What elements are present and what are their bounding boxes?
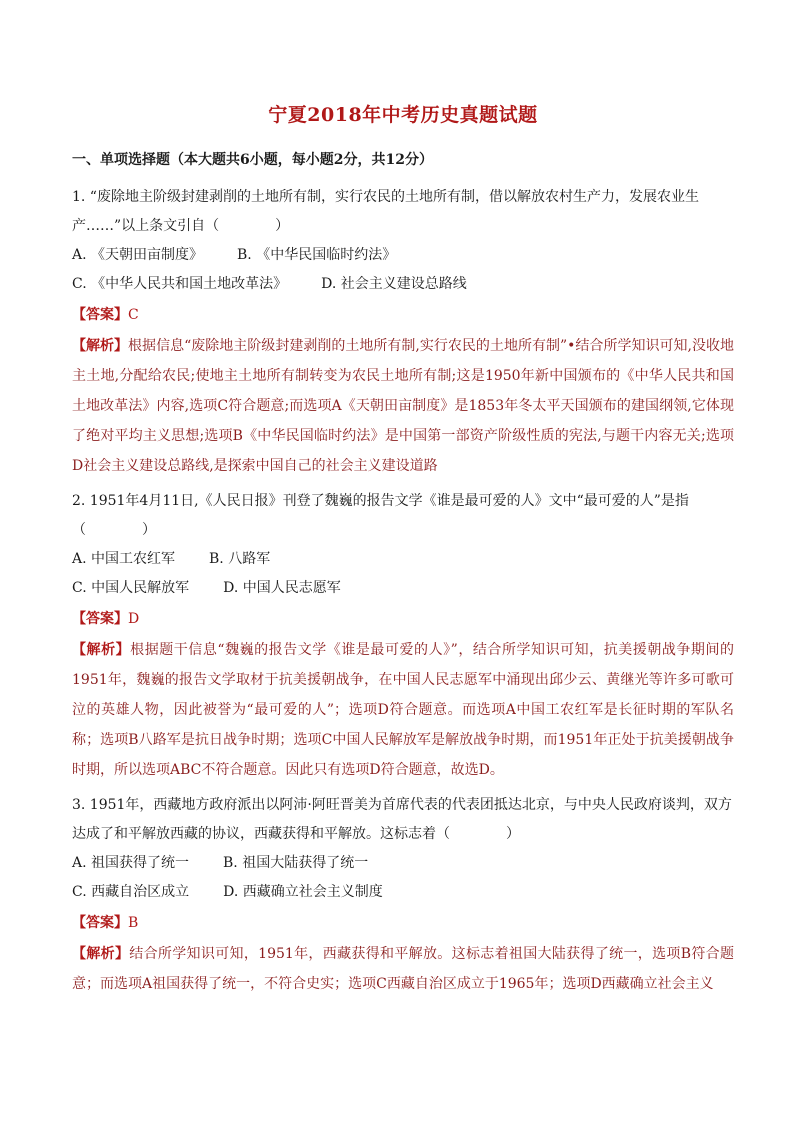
analysis-block xyxy=(72,635,734,785)
answer-tag: 【答案】 xyxy=(72,915,128,931)
option-b: B. 祖国大陆获得了统一 xyxy=(223,855,369,871)
question-stem: 1. “废除地主阶级封建剥削的土地所有制，实行农民的土地所有制，借以解放农村生产力，发展农业生产……”以上条文引自（ ） xyxy=(72,189,699,234)
question-1 xyxy=(72,183,734,481)
option-d: D. 中国人民志愿军 xyxy=(223,580,341,596)
option-a: A. 祖国获得了统一 xyxy=(72,855,190,871)
option-d: D. 西藏确立社会主义制度 xyxy=(223,884,383,900)
option-c: C. 《中华人民共和国土地改革法》 xyxy=(72,276,288,292)
option-a: A. 中国工农红军 xyxy=(72,551,176,567)
option-d: D. 社会主义建设总路线 xyxy=(321,276,467,292)
option-b: B. 《中华民国临时约法》 xyxy=(237,247,397,263)
question-stem: 2. 1951年4月11日,《人民日报》刊登了魏巍的报告文学《谁是最可爱的人》文中“最可爱的人”是指（ ） xyxy=(72,493,689,538)
section-heading: 一、单项选择题（本大题共6小题，每小题2分，共12分） xyxy=(72,152,433,168)
answer-value: C xyxy=(128,307,139,323)
option-b: B. 八路军 xyxy=(209,551,271,567)
answer-value: D xyxy=(128,611,140,627)
analysis-tag: 【解析】 xyxy=(72,946,130,962)
option-a: A. 《天朝田亩制度》 xyxy=(72,247,204,263)
options-row xyxy=(72,270,734,299)
options-row xyxy=(72,545,734,574)
answer-line xyxy=(72,907,734,939)
question-stem: 3. 1951年，西藏地方政府派出以阿沛·阿旺晋美为首席代表的代表团抵达北京，与中央人民政府谈判，双方达成了和平解放西藏的协议，西藏获得和平解放。这标志着（ ） xyxy=(72,797,732,842)
answer-value: B xyxy=(128,915,139,931)
option-c: C. 中国人民解放军 xyxy=(72,580,190,596)
options-row xyxy=(72,241,734,270)
answer-line xyxy=(72,299,734,331)
option-c: C. 西藏自治区成立 xyxy=(72,884,190,900)
options-row xyxy=(72,849,734,878)
answer-line xyxy=(72,603,734,635)
options-row xyxy=(72,574,734,603)
page-title: 宁夏2018年中考历史真题试题 xyxy=(268,104,538,126)
analysis-block xyxy=(72,939,734,999)
analysis-text: 根据题干信息“魏巍的报告文学《谁是最可爱的人》”，结合所学知识可知，抗美援朝战争期间的1951年，魏巍的报告文学取材于抗美援朝战争，在中国人民志愿军中涌现出邱少云、黄继光等许多可歌可泣的英雄人物，因此被誉为“最可爱的人”；选项D符合题意。而选项A中国工农红军是长征时期的军队名称；选项B八路军是抗日战争时期；选项C中国人民解放军是解放战争时期，而1951年正处于抗美援朝战争时期，所以选项ABC不符合题意。因此只有选项D符合题意，故选D。 xyxy=(72,642,735,778)
question-3 xyxy=(72,791,734,999)
analysis-text: 根据信息“废除地主阶级封建剥削的土地所有制,实行农民的土地所有制”•结合所学知识可知,没收地主土地,分配给农民;使地主土地所有制转变为农民土地所有制;这是1950年新中国颁布的《中华人民共和国土地改革法》内容,选项C符合题意;而选项A《天朝田亩制度》是1853年冬太平天国颁布的建国纲领,它体现了绝对平均主义思想;选项B《中华民国临时约法》是中国第一部资产阶级性质的宪法,与题干内容无关;选项D社会主义建设总路线,是探索中国自己的社会主义建设道路 xyxy=(72,338,734,474)
answer-tag: 【答案】 xyxy=(72,307,128,323)
analysis-tag: 【解析】 xyxy=(72,642,131,658)
analysis-block xyxy=(72,331,734,481)
options-row xyxy=(72,878,734,907)
question-2 xyxy=(72,487,734,785)
answer-tag: 【答案】 xyxy=(72,611,128,627)
analysis-text: 结合所学知识可知，1951年，西藏获得和平解放。这标志着祖国大陆获得了统一，选项B符合题意；而选项A祖国获得了统一，不符合史实；选项C西藏自治区成立于1965年；选项D西藏确立社会主义 xyxy=(72,946,734,992)
analysis-tag: 【解析】 xyxy=(72,338,129,354)
